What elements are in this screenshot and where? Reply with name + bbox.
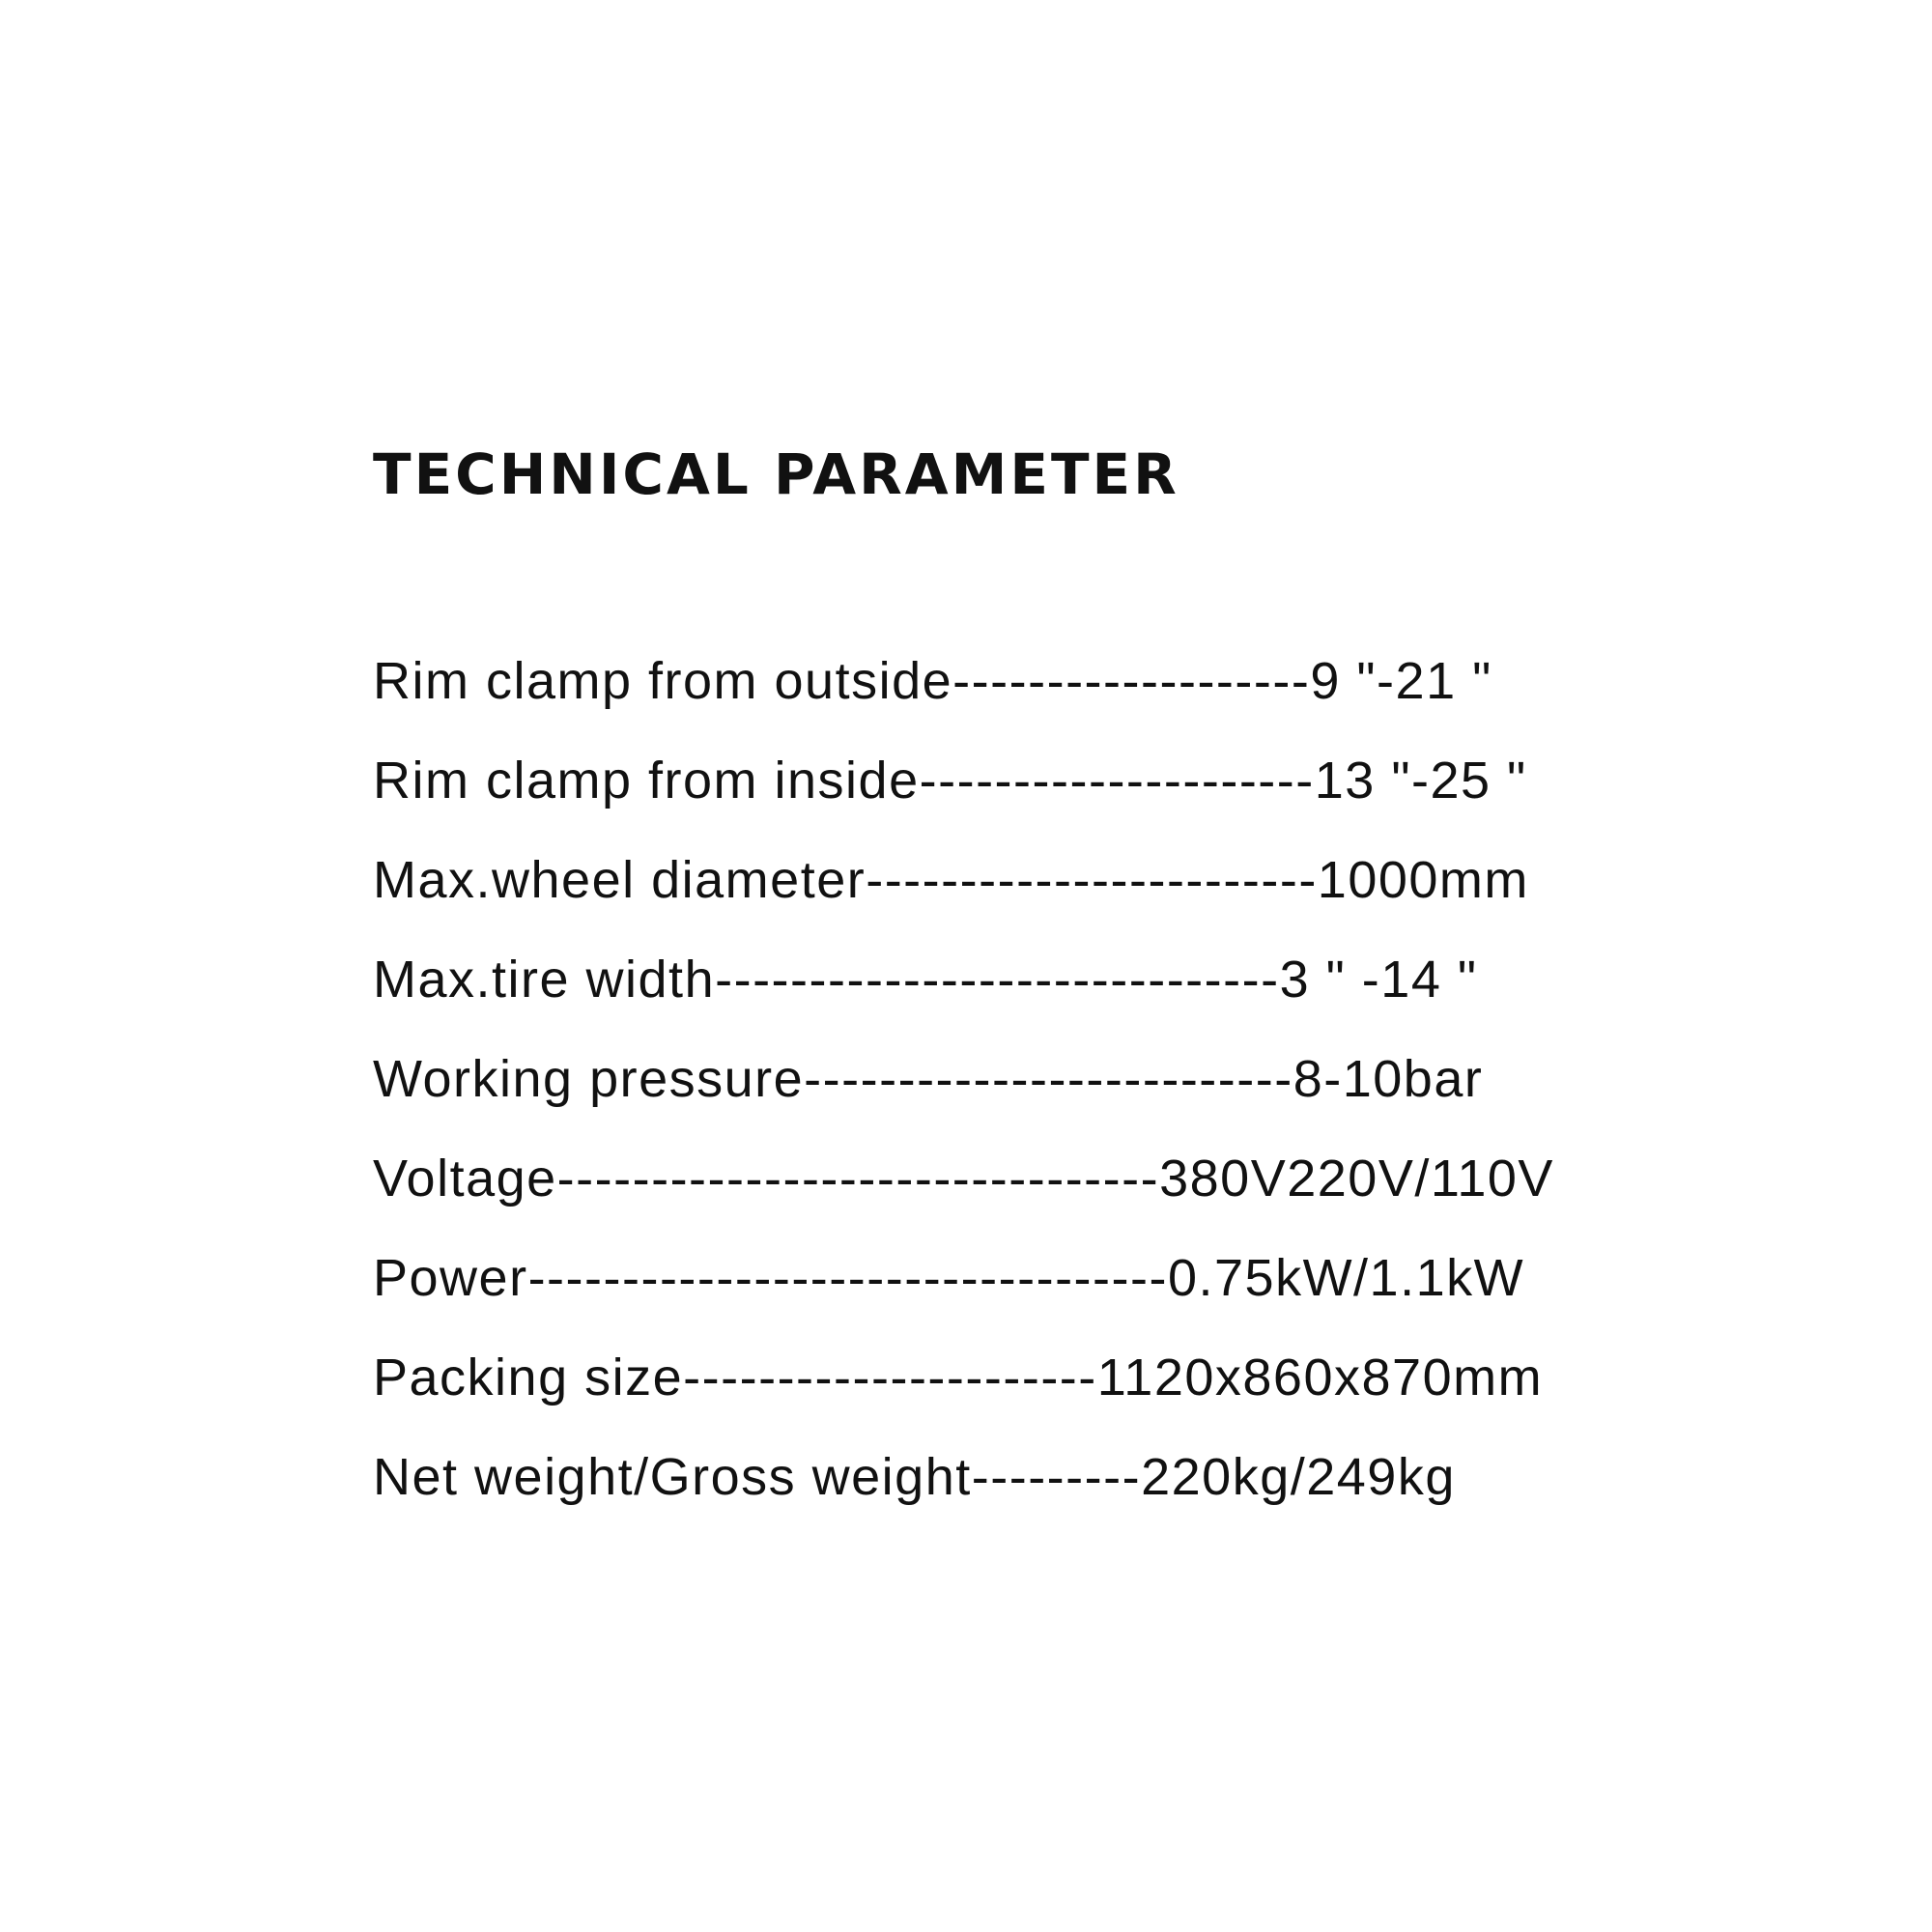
param-label: Working pressure	[373, 1050, 805, 1108]
param-value: 220kg/249kg	[1141, 1448, 1456, 1506]
param-value: 380V220V/110V	[1159, 1150, 1554, 1208]
param-label: Max.tire width	[373, 951, 716, 1009]
param-leader: ----------------------------------	[527, 1249, 1168, 1307]
param-label: Rim clamp from outside	[373, 652, 953, 710]
param-value: 1120x860x870mm	[1096, 1349, 1544, 1406]
param-row-net-gross-weight	[373, 1441, 1554, 1541]
param-leader: ---------	[971, 1448, 1142, 1506]
param-row-packing-size	[373, 1342, 1554, 1441]
param-value: 0.75kW/1.1kW	[1167, 1249, 1525, 1307]
param-row-voltage	[373, 1143, 1554, 1242]
param-value: 13 "-25 "	[1314, 752, 1527, 810]
param-row-rim-clamp-outside	[373, 645, 1554, 745]
param-row-max-wheel-diameter	[373, 844, 1554, 944]
param-leader: ------------------------------	[715, 951, 1280, 1009]
param-leader: --------------------------------	[556, 1150, 1160, 1208]
parameter-list	[373, 645, 1554, 1541]
param-value: 9 "-21 "	[1310, 652, 1492, 710]
param-label: Max.wheel diameter	[373, 851, 867, 909]
param-label: Power	[373, 1249, 528, 1307]
param-row-rim-clamp-inside	[373, 745, 1554, 844]
param-leader: --------------------------	[804, 1050, 1293, 1108]
param-leader: ------------------------	[866, 851, 1318, 909]
param-label: Net weight/Gross weight	[373, 1448, 972, 1506]
param-row-power	[373, 1242, 1554, 1342]
param-row-working-pressure	[373, 1043, 1554, 1143]
param-label: Voltage	[373, 1150, 557, 1208]
param-value: 1000mm	[1317, 851, 1529, 909]
page-title: TECHNICAL PARAMETER	[373, 441, 1179, 507]
param-row-max-tire-width	[373, 944, 1554, 1043]
param-value: 3 " -14 "	[1279, 951, 1478, 1009]
param-leader: -------------------	[952, 652, 1311, 710]
param-label: Packing size	[373, 1349, 684, 1406]
param-value: 8-10bar	[1293, 1050, 1484, 1108]
param-leader: ---------------------	[919, 752, 1315, 810]
param-label: Rim clamp from inside	[373, 752, 920, 810]
param-leader: ----------------------	[683, 1349, 1097, 1406]
